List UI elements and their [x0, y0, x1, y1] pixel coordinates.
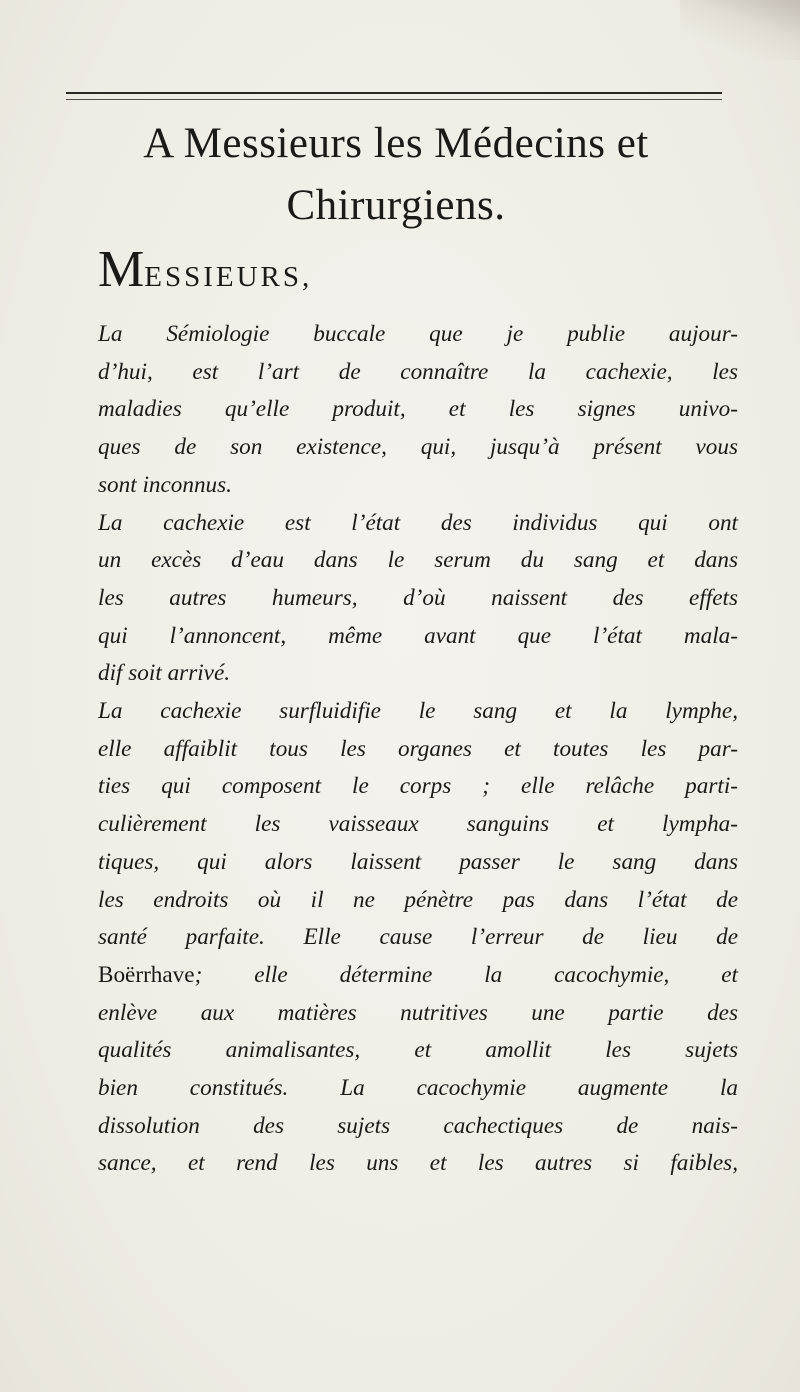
header-rule-thin [66, 99, 722, 100]
text-line: dif soit arrivé. [98, 660, 231, 687]
text-line: La Sémiologie buccale que je publie aujour- [98, 321, 738, 347]
text-line: les endroits où il ne pénètre pas dans l’état de [98, 886, 738, 913]
text-line: ties qui composent le corps ; elle relâche parti- [98, 773, 738, 800]
text-line: culièrement les vaisseaux sanguins et lympha- [98, 811, 738, 838]
text-line: elle affaiblit tous les organes et toutes les par- [98, 735, 738, 762]
text-line: qui l’annoncent, même avant que l’état mala- [98, 622, 738, 649]
text-line: La cachexie est l’état des individus qui ont [98, 509, 738, 536]
text-line-with-name [98, 957, 738, 995]
text-line: un excès d’eau dans le serum du sang et dans [98, 547, 738, 574]
dedication-title-line-2: Chirurgiens. [286, 182, 506, 229]
text-line: dissolution des sujets cachectiques de nais- [98, 1112, 738, 1139]
text-line: qualités animalisantes, et amollit les sujets [98, 1037, 738, 1064]
text-line: d’hui, est l’art de connaître la cachexie, les [98, 358, 738, 385]
dedication-title-line-1: A Messieurs les Médecins et [143, 120, 649, 167]
body-text [98, 316, 738, 1183]
salutation-rest: ESSIEURS, [144, 261, 313, 293]
salutation [98, 240, 312, 307]
text-line: enlève aux matières nutritives une partie des [98, 999, 738, 1026]
text-line-rest: ; elle détermine la cacochymie, et [194, 961, 738, 988]
text-line: bien constitués. La cacochymie augmente la [98, 1075, 738, 1102]
text-line: les autres humeurs, d’où naissent des effets [98, 584, 738, 611]
text-line: ques de son existence, qui, jusqu’à présent vous [98, 434, 738, 461]
paper-stain [680, 0, 800, 60]
text-line: sance, et rend les uns et les autres si faibles, [98, 1150, 738, 1177]
text-line: tiques, qui alors laissent passer le sang dans [98, 848, 738, 875]
text-line: sont inconnus. [98, 471, 232, 498]
text-line: maladies qu’elle produit, et les signes univo- [98, 396, 738, 423]
author-name: Boërrhave [98, 961, 195, 988]
text-line: santé parfaite. Elle cause l’erreur de lieu de [98, 924, 738, 951]
text-line: La cachexie surfluidifie le sang et la lymphe, [98, 698, 738, 725]
salutation-initial: M [98, 241, 145, 298]
header-rule-thick [66, 92, 722, 94]
